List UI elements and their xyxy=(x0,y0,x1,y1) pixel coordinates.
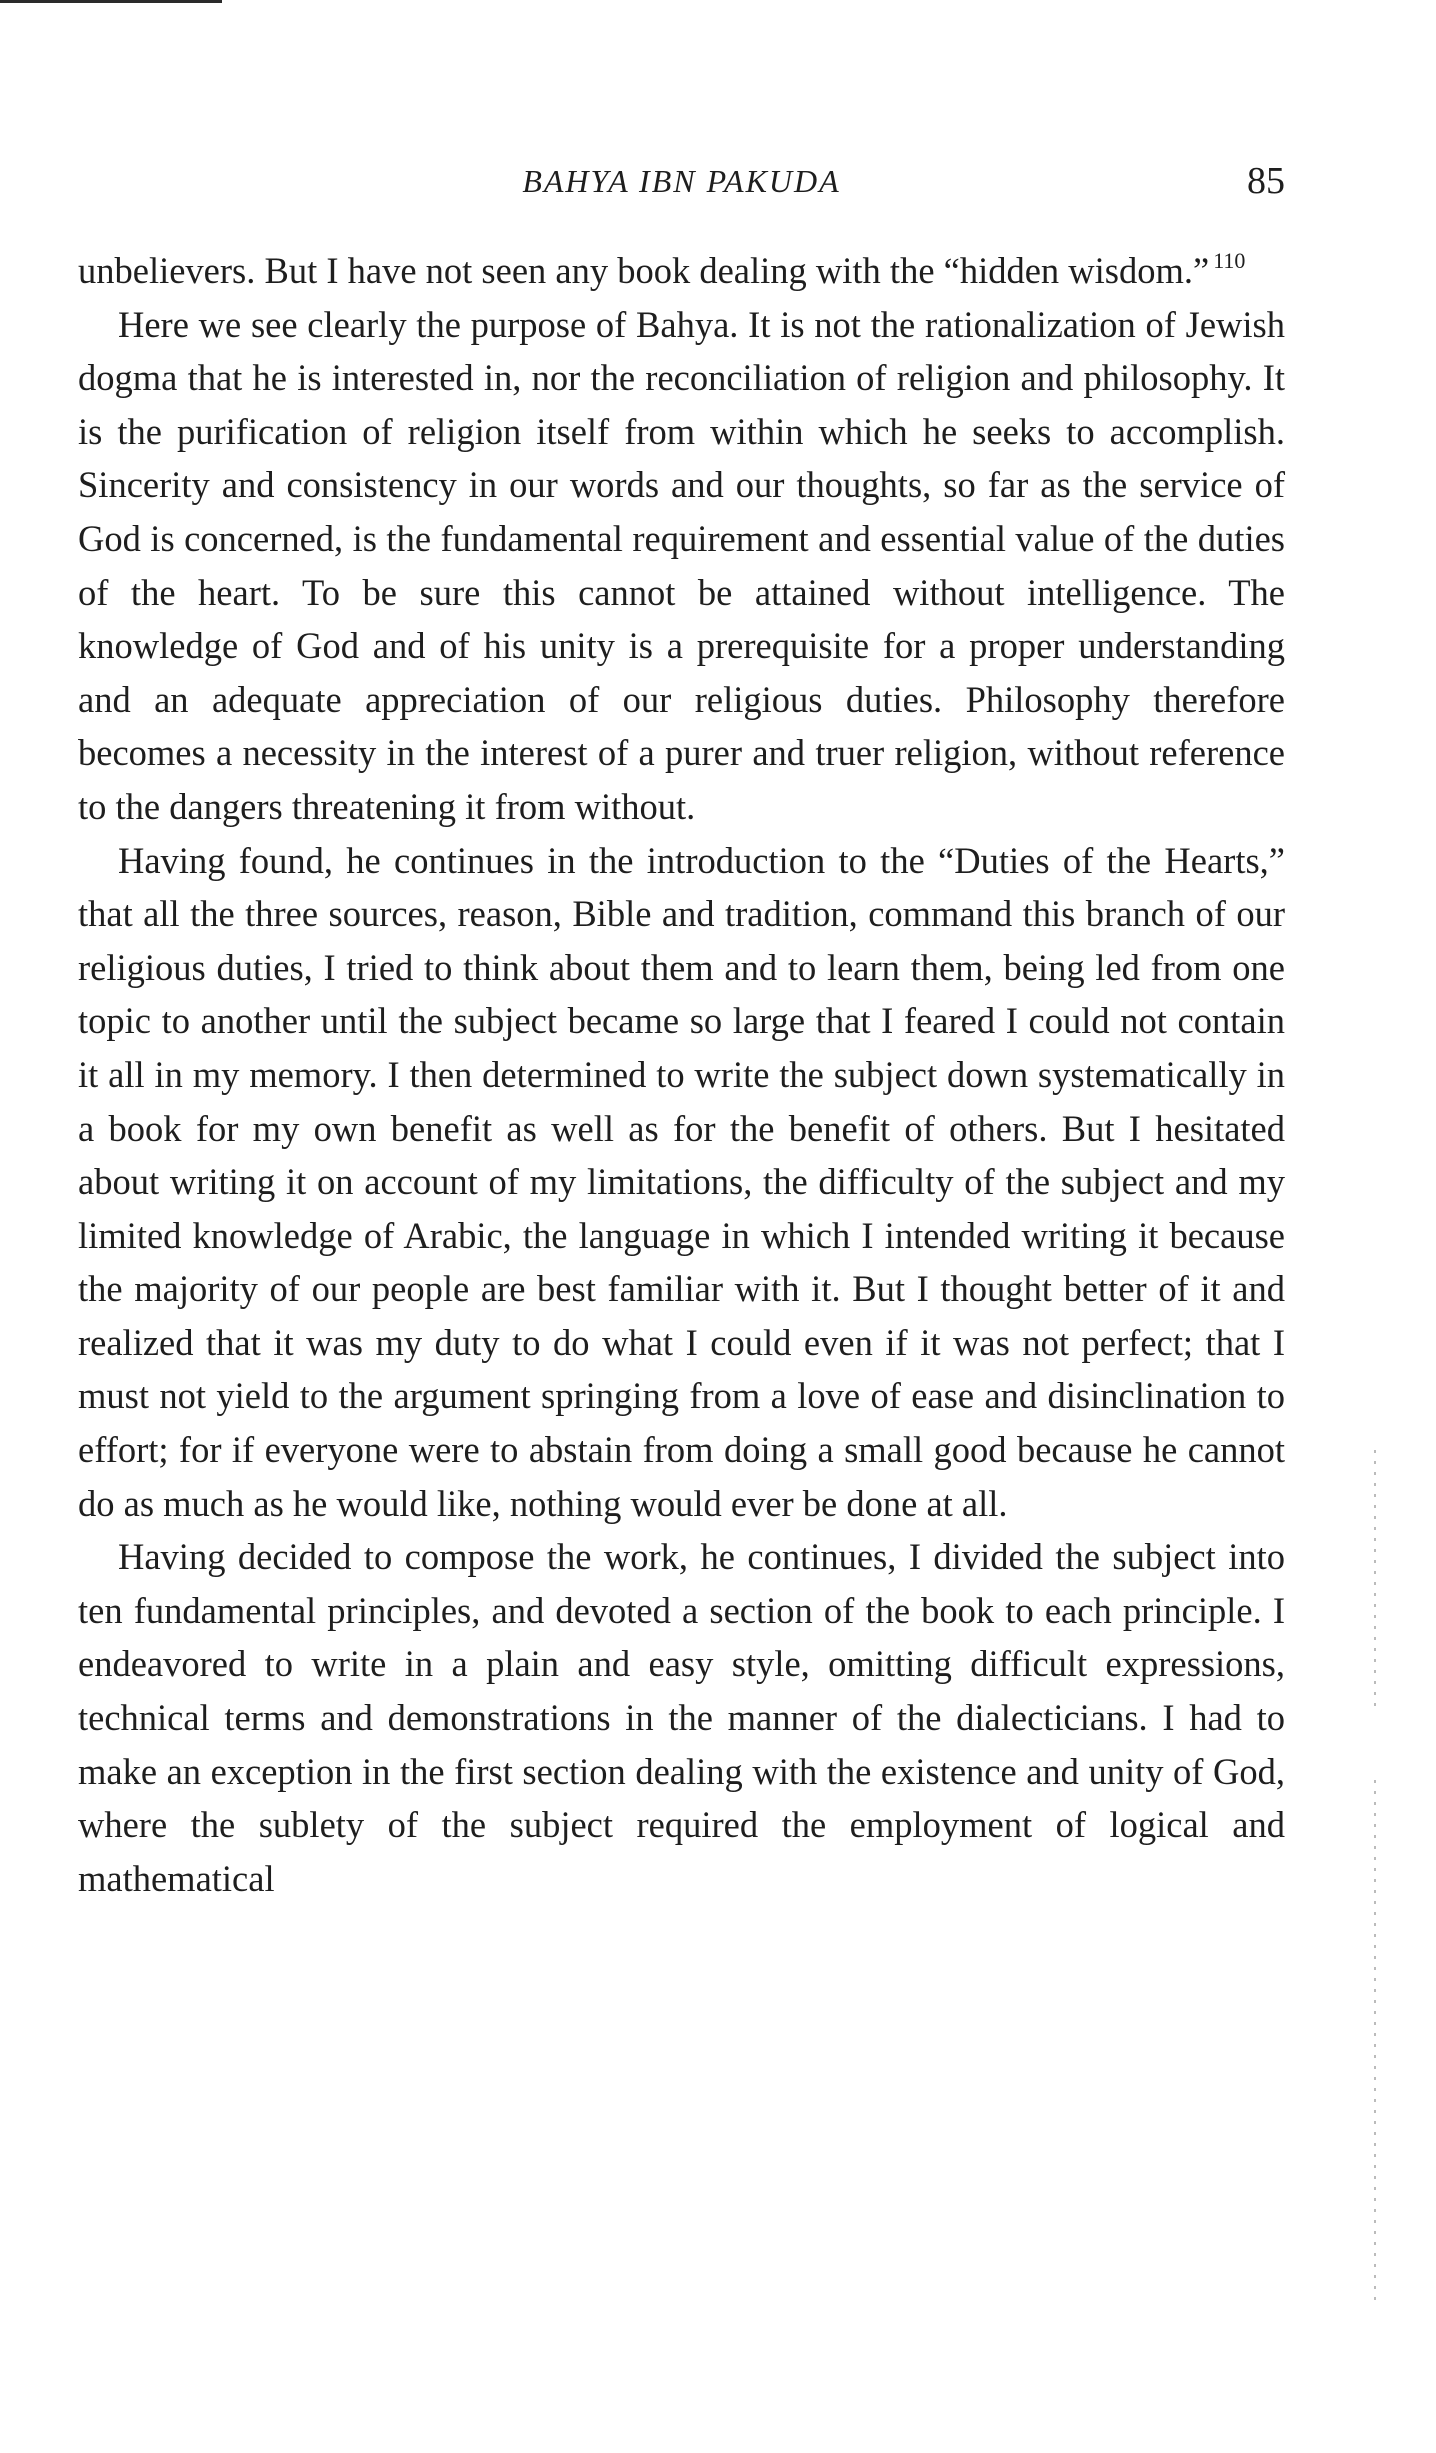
paragraph xyxy=(78,244,1285,298)
footnote-reference: 110 xyxy=(1213,248,1246,273)
paragraph-text: Having found, he continues in the introduction to the “Duties of the Hearts,” that all the three sources, reason, Bible and tradition, command this branch of our religious duties, I tried to think about them and to learn them, being led from one topic to another until the subject became so large that I feared I could not contain it all in my memory. I then determined to write the subject down systematically in a book for my own benefit as well as for the benefit of others. But I hesitated about writing it on account of my limitations, the difficulty of the subject and my limited knowledge of Arabic, the language in which I intended writing it because the majority of our people are best familiar with it. But I thought better of it and realized that it was my duty to do what I could even if it was not perfect; that I must not yield to the argument springing from a love of ease and disinclination to effort; for if everyone were to abstain from doing a small good because he cannot do as much as he would like, nothing would ever be done at all. xyxy=(78,839,1285,1524)
paragraph xyxy=(78,298,1285,834)
paragraph-text: unbelievers. But I have not seen any book dealing with the “hidden wisdom.” xyxy=(78,250,1210,291)
body-text xyxy=(78,244,1285,1905)
running-title: BAHYA IBN PAKUDA xyxy=(522,163,841,199)
page-header xyxy=(78,160,1285,207)
scan-margin-artifact xyxy=(1374,1780,1376,2300)
paragraph-text: Here we see clearly the purpose of Bahya. It is not the rationalization of Jewish dogma that he is interested in, nor the reconciliation of religion and philosophy. It is the purification of religion itself from within which he seeks to accomplish. Sincerity and consistency in our words and our thoughts, so far as the service of God is concerned, is the fundamental requirement and essential value of the duties of the heart. To be sure this cannot be attained without intelligence. The knowledge of God and of his unity is a prerequisite for a proper understanding and an adequate appreciation of our religious duties. Philosophy therefore becomes a necessity in the interest of a purer and truer religion, without reference to the dangers threatening it from without. xyxy=(78,303,1285,827)
paragraph-text: Having decided to compose the work, he continues, I divided the subject into ten fundamental principles, and devoted a section of the book to each principle. I endeavored to write in a plain and easy style, omitting difficult expressions, technical terms and demonstrations in the manner of the dialecticians. I had to make an exception in the first section dealing with the existence and unity of God, where the sublety of the subject required the employment of logical and mathematical xyxy=(78,1536,1285,1899)
paragraph xyxy=(78,1530,1285,1905)
paragraph xyxy=(78,834,1285,1531)
scan-margin-artifact xyxy=(1374,1450,1376,1710)
page-number: 85 xyxy=(1247,160,1285,202)
scan-edge-rule xyxy=(0,0,222,3)
